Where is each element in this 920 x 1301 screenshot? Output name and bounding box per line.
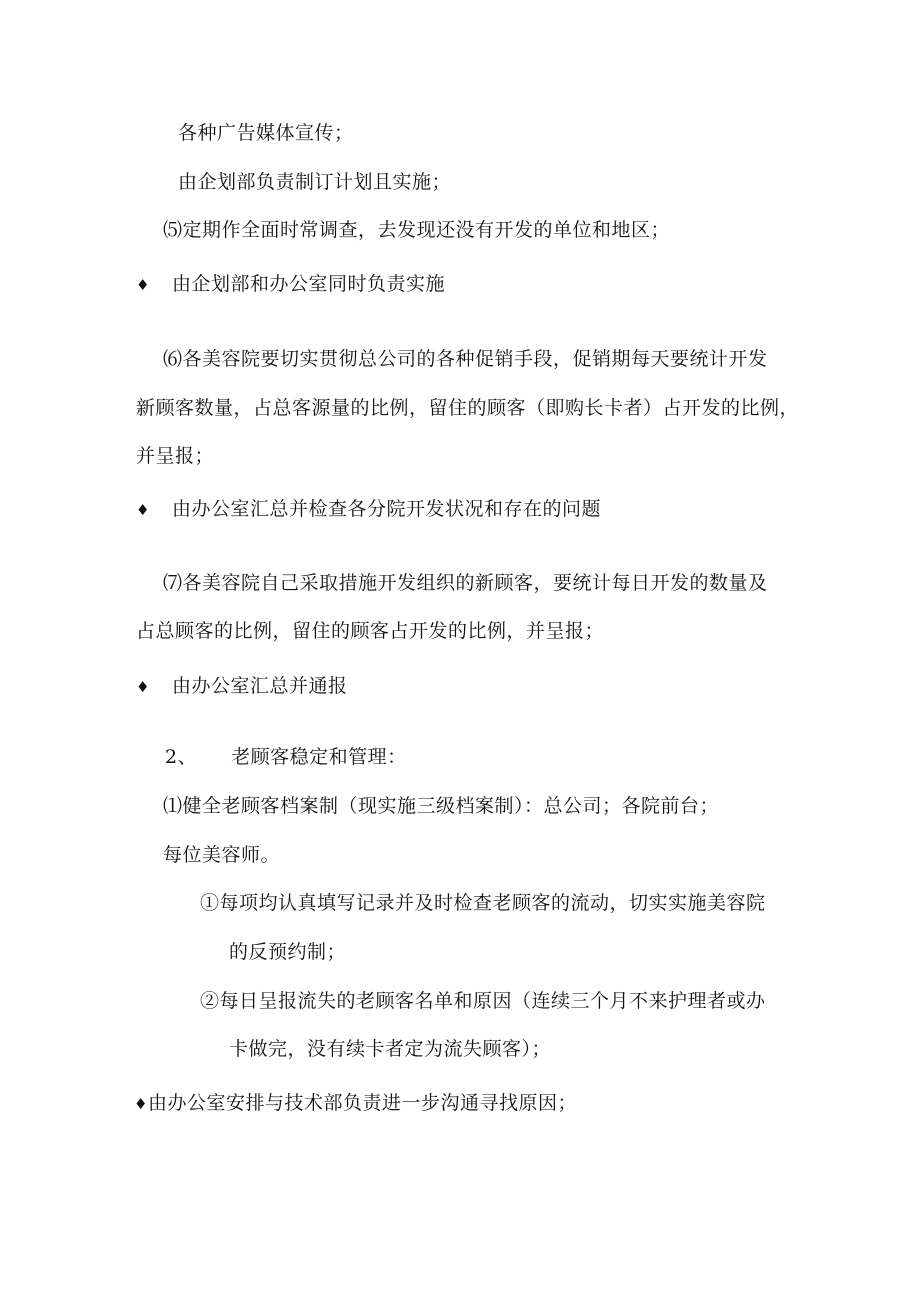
diamond-bullet-icon: ♦ <box>136 276 150 294</box>
bullet-item: ♦ 由企划部和办公室同时负责实施 <box>136 273 445 295</box>
bullet-item: ♦由办公室安排与技术部负责进一步沟通寻找原因； <box>134 1092 577 1114</box>
paragraph-line: 每位美容师。 <box>163 844 281 866</box>
diamond-bullet-icon: ♦ <box>136 501 150 519</box>
section-title: 老顾客稳定和管理： <box>231 746 407 768</box>
paragraph-line: 各种广告媒体宣传； <box>178 122 354 144</box>
sub-item-line: 卡做完，没有续卡者定为流失顾客）； <box>229 1038 552 1060</box>
paragraph-line: 由企划部负责制订计划且实施； <box>178 171 452 193</box>
sub-item-line: ①每项均认真填写记录并及时检查老顾客的流动，切实实施美容院 <box>200 892 766 914</box>
paragraph-line: ⑸定期作全面时常调查，去发现还没有开发的单位和地区； <box>163 219 671 241</box>
paragraph-line: ⑴健全老顾客档案制（现实施三级档案制）：总公司；各院前台； <box>163 795 720 817</box>
sub-item-line: ②每日呈报流失的老顾客名单和原因（连续三个月不来护理者或办 <box>200 990 766 1012</box>
section-number: 2、 <box>165 746 198 768</box>
paragraph-line: 并呈报； <box>136 445 215 467</box>
bullet-item: ♦ 由办公室汇总并检查各分院开发状况和存在的问题 <box>136 498 601 520</box>
section-heading <box>165 745 407 769</box>
sub-item-line: 的反预约制； <box>229 941 347 963</box>
paragraph-line: ⑺各美容院自己采取措施开发组织的新顾客，要统计每日开发的数量及 <box>163 572 768 594</box>
paragraph-line: 占总顾客的比例，留住的顾客占开发的比例，并呈报； <box>136 620 605 642</box>
paragraph-line: ⑹各美容院要切实贯彻总公司的各种促销手段，促销期每天要统计开发 <box>163 348 768 370</box>
diamond-bullet-icon: ♦ <box>136 678 150 696</box>
bullet-item: ♦ 由办公室汇总并通报 <box>136 675 348 697</box>
diamond-bullet-icon: ♦ <box>134 1095 148 1113</box>
paragraph-line: 新顾客数量，占总客源量的比例，留住的顾客（即购长卡者）占开发的比例， <box>136 397 800 419</box>
